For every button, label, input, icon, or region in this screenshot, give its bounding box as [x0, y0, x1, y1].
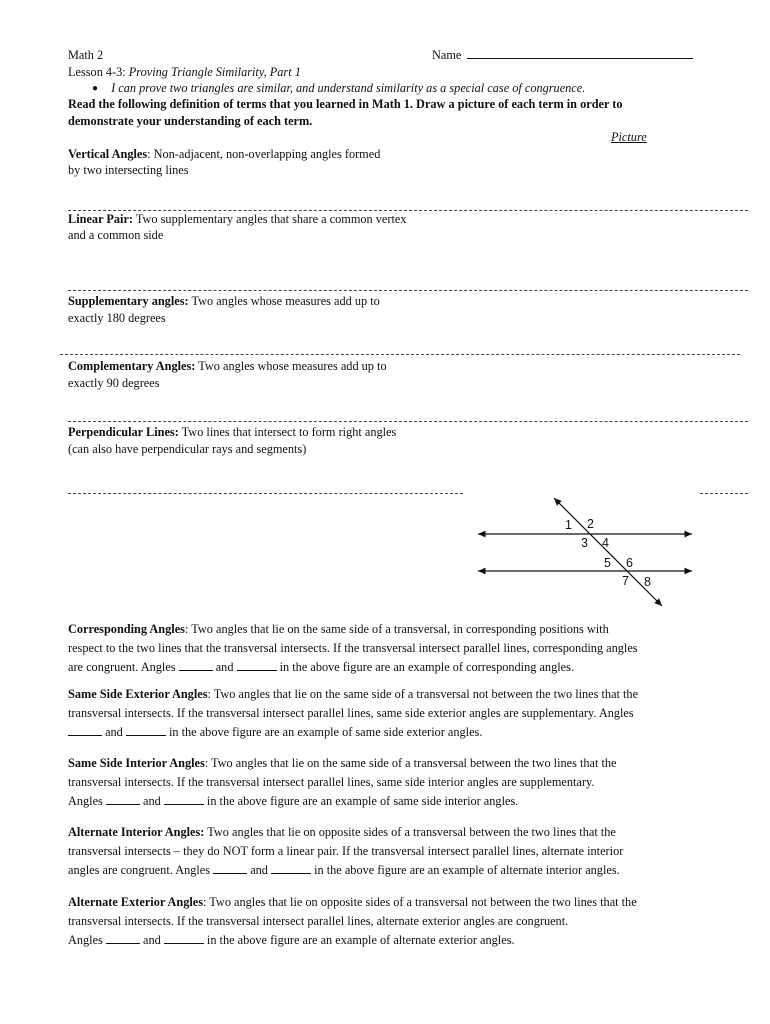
- angle-label-6: 6: [626, 556, 633, 570]
- instructions-line-2: demonstrate your understanding of each term.: [68, 114, 313, 128]
- angle-label-1: 1: [565, 518, 572, 532]
- term-definition: Two angles whose measures add up to: [191, 294, 380, 308]
- section-divider: [68, 421, 748, 422]
- transversal-line: [554, 498, 662, 606]
- definition-term: Alternate Interior Angles:: [68, 825, 205, 839]
- definition-term: Alternate Exterior Angles: [68, 895, 204, 909]
- answer-blank[interactable]: [213, 862, 247, 874]
- answer-blank[interactable]: [271, 862, 311, 874]
- section-divider-left: [68, 493, 463, 494]
- angle-label-8: 8: [644, 575, 651, 589]
- course-label: Math 2: [68, 48, 104, 62]
- answer-blank[interactable]: [179, 659, 213, 671]
- term-name: Complementary Angles:: [68, 359, 196, 373]
- term-vertical-angles: Vertical Angles: Non-adjacent, non-overlapping angles formed: [68, 147, 381, 161]
- lesson-title: Proving Triangle Similarity, Part 1: [128, 65, 301, 79]
- definition-alternate-interior-angles: Alternate Interior Angles: Two angles that lie on opposite sides of a transversal between the two lines that the transversal intersects – they do NOT form a linear pair. If the transversal intersect parallel lines, alternate interior angles are congruent. Angles and in the above figure are an example of alternate interior angles.: [68, 825, 624, 877]
- definition-same-side-exterior-angles: Same Side Exterior Angles: Two angles that lie on the same side of a transversal not between the two lines that the transversal intersects. If the transversal intersect parallel lines, same side exterior angles are supplementary. Angles and in the above figure are an example of same side exterior angles.: [68, 687, 639, 739]
- angle-label-7: 7: [622, 574, 629, 588]
- definition-same-side-interior-angles: Same Side Interior Angles: Two angles that lie on the same side of a transversal between the two lines that the transversal intersects. If the transversal intersect parallel lines, same side interior angles are supplementary. Angles and in the above figure are an example of same side interior angles.: [68, 756, 617, 808]
- section-divider: [68, 290, 748, 291]
- answer-blank[interactable]: [106, 793, 140, 805]
- definition-term: Same Side Interior Angles: [68, 756, 205, 770]
- angle-label-4: 4: [602, 536, 609, 550]
- term-name: Linear Pair:: [68, 212, 134, 226]
- term-name: Vertical Angles: [68, 147, 148, 161]
- term-perpendicular-lines: [68, 424, 396, 440]
- bullet-icon: ●: [92, 83, 99, 94]
- lesson-prefix: Lesson 4-3:: [68, 65, 129, 79]
- name-field[interactable]: [432, 47, 693, 63]
- term-definition-cont: and a common side: [68, 228, 164, 242]
- answer-blank[interactable]: [126, 724, 166, 736]
- definition-term: Corresponding Angles: [68, 622, 185, 636]
- answer-blank[interactable]: [237, 659, 277, 671]
- term-definition: Two lines that intersect to form right angles: [181, 425, 397, 439]
- term-definition-cont: (can also have perpendicular rays and segments): [68, 442, 307, 456]
- term-definition-cont: exactly 90 degrees: [68, 376, 160, 390]
- term-definition: Two angles whose measures add up to: [198, 359, 387, 373]
- objective-text: I can prove two triangles are similar, and understand similarity as a special case of congruence.: [111, 81, 586, 95]
- term-definition: Non-adjacent, non-overlapping angles formed: [153, 147, 381, 161]
- lesson-heading: [68, 64, 301, 80]
- name-label: Name: [432, 48, 462, 62]
- answer-blank[interactable]: [68, 724, 102, 736]
- term-supplementary-angles: [68, 293, 380, 309]
- term-definition-cont: by two intersecting lines: [68, 163, 189, 177]
- section-divider: [60, 354, 740, 355]
- angle-label-2: 2: [587, 517, 594, 531]
- instructions-line-1: Read the following definition of terms that you learned in Math 1. Draw a picture of each term in order to: [68, 97, 623, 111]
- term-name: Perpendicular Lines:: [68, 425, 179, 439]
- term-linear-pair: [68, 211, 406, 227]
- name-blank[interactable]: [467, 47, 693, 59]
- term-definition: Two supplementary angles that share a common vertex: [135, 212, 407, 226]
- definition-alternate-exterior-angles: Alternate Exterior Angles: Two angles that lie on opposite sides of a transversal not between the two lines that the transversal intersects. If the transversal intersect parallel lines, alternate exterior angles are congruent. Angles and in the above figure are an example of alternate exterior angles.: [68, 895, 637, 947]
- picture-label: Picture: [611, 130, 647, 144]
- angle-label-3: 3: [581, 536, 588, 550]
- transversal-figure: [470, 492, 710, 612]
- answer-blank[interactable]: [164, 793, 204, 805]
- angle-label-5: 5: [604, 556, 611, 570]
- definition-corresponding-angles: Corresponding Angles: Two angles that lie on the same side of a transversal, in corresponding positions with respect to the two lines that the transversal intersects. If the transversal intersect parallel lines, corresponding angles are congruent. Angles and in the above figure are an example of corresponding angles.: [68, 622, 638, 674]
- term-name: Supplementary angles:: [68, 294, 189, 308]
- term-definition-cont: exactly 180 degrees: [68, 311, 166, 325]
- definition-term: Same Side Exterior Angles: [68, 687, 208, 701]
- answer-blank[interactable]: [164, 932, 204, 944]
- answer-blank[interactable]: [106, 932, 140, 944]
- term-complementary-angles: [68, 358, 387, 374]
